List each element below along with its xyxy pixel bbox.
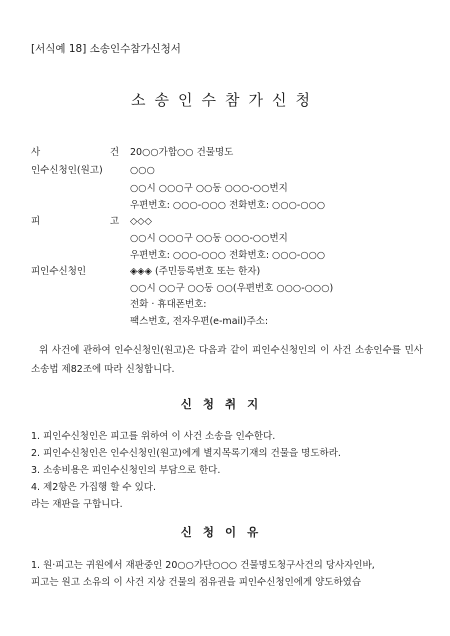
defendant-contact: 우편번호: ○○○-○○○ 전화번호: ○○○-○○○ — [130, 250, 326, 261]
respondent-address: ○○시 ○○구 ○○동 ○○(우편번호 ○○○-○○○) — [130, 283, 334, 294]
reasons-heading: 신청이유 — [180, 525, 270, 539]
applicant-address: ○○시 ○○○구 ○○동 ○○○-○○번지 — [130, 183, 288, 194]
applicant-name: ○○○ — [130, 165, 155, 176]
defendant-name: ◇◇◇ — [130, 216, 152, 227]
reasons-line: 피고는 원고 소유의 이 사건 지상 건물의 점유권을 피인수신청인에게 양도하였습 — [31, 577, 362, 588]
respondent-phone: 전화 · 휴대폰번호: — [130, 299, 207, 310]
reasons-line: 1. 원·피고는 귀원에서 재판중인 20○○가단○○○ 건물명도청구사건의 당사자인바, — [31, 560, 375, 571]
purpose-item: 1. 피인수신청인은 피고를 위하여 이 사건 소송을 인수한다. — [31, 431, 276, 442]
case-label: 사 건 — [31, 147, 119, 158]
defendant-address: ○○시 ○○○구 ○○동 ○○○-○○번지 — [130, 233, 288, 244]
defendant-label: 피 고 — [31, 216, 119, 227]
purpose-closing: 라는 재판을 구합니다. — [31, 499, 123, 510]
purpose-item: 4. 제2항은 가집행 할 수 있다. — [31, 482, 156, 493]
applicant-label: 인수신청인(원고) — [31, 165, 103, 176]
purpose-item: 2. 피인수신청인은 인수신청인(원고)에게 별지목록기재의 건물을 명도하라. — [31, 448, 341, 459]
purpose-heading: 신청취지 — [180, 397, 270, 411]
case-value: 20○○가합○○ 건물명도 — [130, 147, 234, 158]
intro-paragraph: 위 사건에 관하여 인수신청인(원고)은 다음과 같이 피인수신청인의 이 사건 소송인수를 민사소송법 제82조에 따라 신청합니다. — [31, 345, 423, 375]
respondent-label: 피인수신청인 — [31, 266, 87, 277]
purpose-item: 3. 소송비용은 피인수신청인의 부담으로 한다. — [31, 465, 221, 476]
applicant-contact: 우편번호: ○○○-○○○ 전화번호: ○○○-○○○ — [130, 200, 326, 211]
respondent-name: ◈◈◈ (주민등록번호 또는 한자) — [130, 266, 261, 277]
respondent-fax: 팩스번호, 전자우편(e-mail)주소: — [130, 316, 269, 327]
form-label: [서식예 18] 소송인수참가신청서 — [31, 43, 181, 55]
document-title: 소송인수참가신청 — [131, 91, 319, 109]
